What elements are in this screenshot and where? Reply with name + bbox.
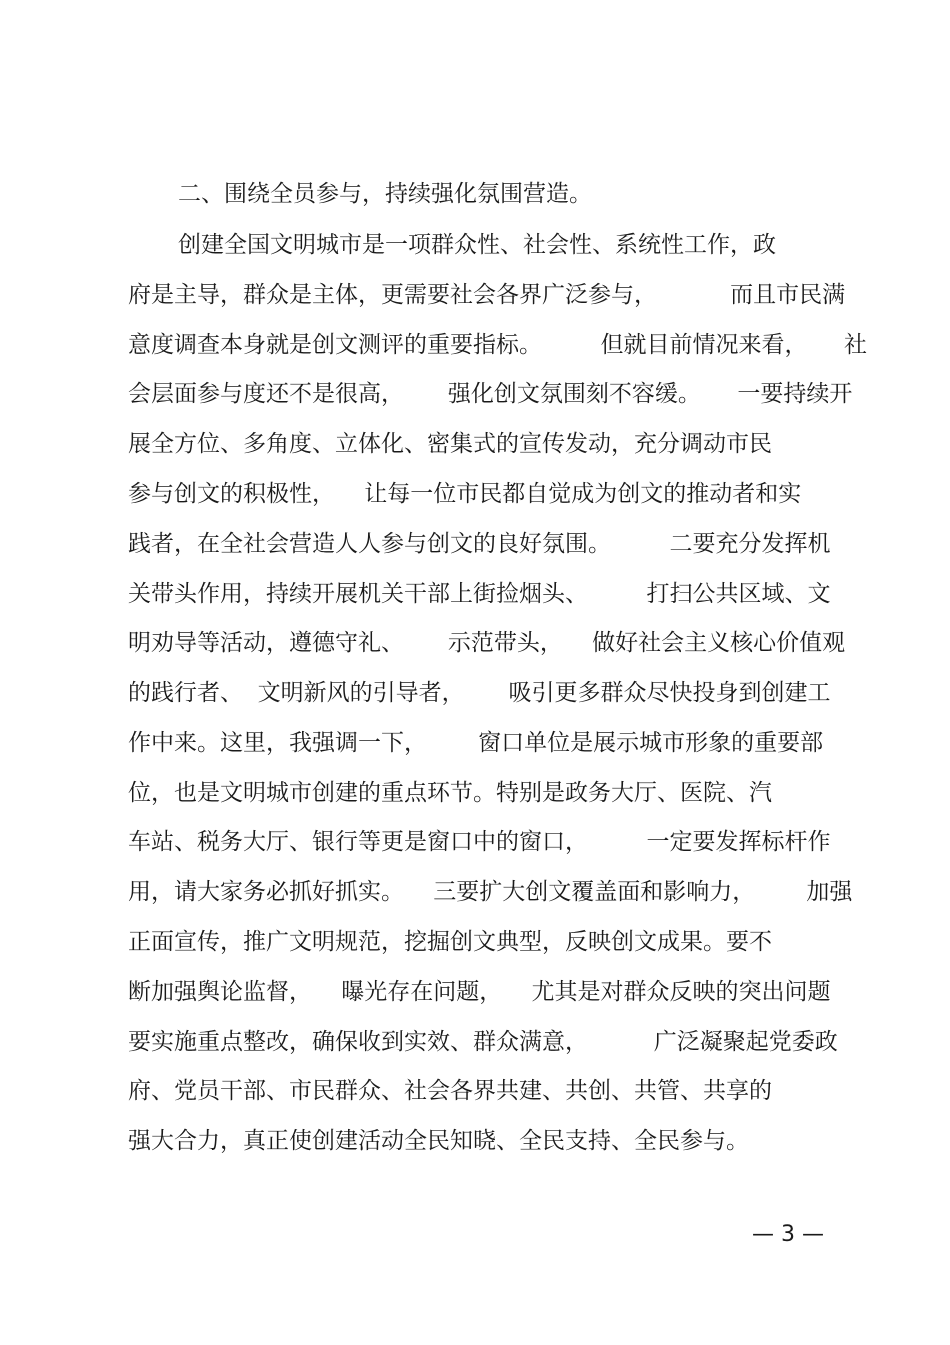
body-line: 要实施重点整改，确保收到实效、群众满意， 广泛凝聚起党委政 [128, 1029, 838, 1055]
body-line: 强大合力，真正使创建活动全民知晓、全民支持、全民参与。 [128, 1128, 749, 1154]
body-line: 正面宣传，推广文明规范，挖掘创文典型，反映创文成果。要不 [128, 929, 772, 955]
body-line: 参与创文的积极性， 让每一位市民都自觉成为创文的推动者和实 [128, 481, 802, 507]
body-line: 车站、税务大厅、银行等更是窗口中的窗口， 一定要发挥标杆作 [128, 829, 831, 855]
body-line: 作中来。这里，我强调一下， 窗口单位是展示城市形象的重要部 [128, 730, 824, 756]
body-line: 意度调查本身就是创文测评的重要指标。 但就目前情况来看， 社 [128, 332, 868, 358]
body-line: 展全方位、多角度、立体化、密集式的宣传发动，充分调动市民 [128, 431, 772, 457]
body-line: 关带头作用，持续开展机关干部上街捡烟头、 打扫公共区域、文 [128, 581, 831, 607]
body-line: 创建全国文明城市是一项群众性、社会性、系统性工作，政 [178, 232, 776, 258]
body-line: 府是主导，群众是主体，更需要社会各界广泛参与， 而且市民满 [128, 282, 846, 308]
body-line: 位，也是文明城市创建的重点环节。特别是政务大厅、医院、汽 [128, 780, 772, 806]
body-line: 的践行者、 文明新风的引导者， 吸引更多群众尽快投身到创建工 [128, 680, 831, 706]
body-line: 践者，在全社会营造人人参与创文的良好氛围。 二要充分发挥机 [128, 531, 831, 557]
body-line: 断加强舆论监督， 曝光存在问题， 尤其是对群众反映的突出问题 [128, 979, 831, 1005]
body-line: 用，请大家务必抓好抓实。 三要扩大创文覆盖面和影响力， 加强 [128, 879, 853, 905]
body-line: 会层面参与度还不是很高， 强化创文氛围刻不容缓。 一要持续开 [128, 381, 853, 407]
body-line: 府、党员干部、市民群众、社会各界共建、共创、共管、共享的 [128, 1078, 772, 1104]
page-number: — 3 — [752, 1222, 824, 1247]
body-line: 明劝导等活动，遵德守礼、 示范带头， 做好社会主义核心价值观 [128, 630, 846, 656]
section-heading: 二、围绕全员参与，持续强化氛围营造。 [178, 181, 592, 207]
